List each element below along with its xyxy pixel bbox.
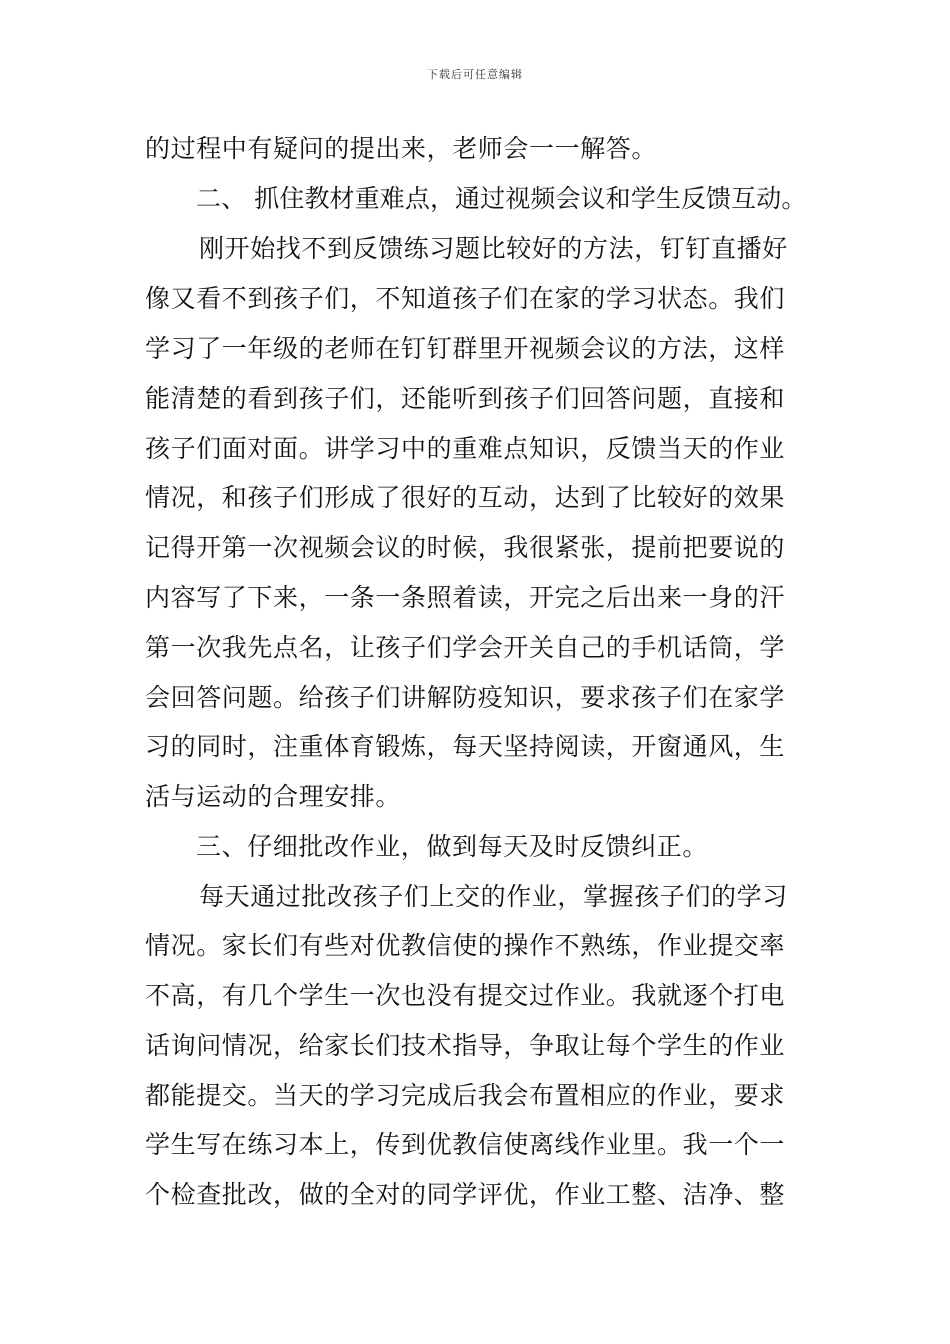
page-header: 下载后可任意编辑 <box>427 68 523 81</box>
text-line: 每天通过批改孩子们上交的作业，掌握孩子们的学习 <box>199 882 788 911</box>
text-line: 会回答问题。给孩子们讲解防疫知识，要求孩子们在家学 <box>145 683 786 712</box>
text-line: 像又看不到孩子们，不知道孩子们在家的学习状态。我们 <box>145 284 786 313</box>
text-line: 话询问情况，给家长们技术指导，争取让每个学生的作业 <box>145 1031 786 1060</box>
text-line: 内容写了下来，一条一条照着读，开完之后出来一身的汗 <box>145 583 786 612</box>
text-line: 的过程中有疑问的提出来，老师会一一解答。 <box>145 134 658 163</box>
text-line: 三、仔细批改作业，做到每天及时反馈纠正。 <box>196 832 709 861</box>
text-line: 刚开始找不到反馈练习题比较好的方法，钉钉直播好 <box>199 234 788 263</box>
text-line: 情况，和孩子们形成了很好的互动，达到了比较好的效果 <box>145 483 786 512</box>
text-line: 能清楚的看到孩子们，还能听到孩子们回答问题，直接和 <box>145 384 786 413</box>
text-line: 学生写在练习本上，传到优教信使离线作业里。我一个一 <box>145 1130 786 1159</box>
text-line: 记得开第一次视频会议的时候，我很紧张，提前把要说的 <box>145 533 786 562</box>
text-line: 第一次我先点名，让孩子们学会开关自己的手机话筒，学 <box>145 633 786 662</box>
text-line: 都能提交。当天的学习完成后我会布置相应的作业，要求 <box>145 1081 786 1110</box>
text-line: 习的同时，注重体育锻炼，每天坚持阅读，开窗通风，生 <box>145 732 786 761</box>
text-line: 活与运动的合理安排。 <box>145 782 402 811</box>
text-line: 学习了一年级的老师在钉钉群里开视频会议的方法，这样 <box>145 334 786 363</box>
text-line: 孩子们面对面。讲学习中的重难点知识，反馈当天的作业 <box>145 434 786 463</box>
text-line: 个检查批改，做的全对的同学评优，作业工整、洁净、整 <box>145 1180 786 1209</box>
text-line: 情况。家长们有些对优教信使的操作不熟练，作业提交率 <box>145 931 786 960</box>
text-line: 不高，有几个学生一次也没有提交过作业。我就逐个打电 <box>145 981 786 1010</box>
text-line: 二、 抓住教材重难点，通过视频会议和学生反馈互动。 <box>196 184 807 213</box>
